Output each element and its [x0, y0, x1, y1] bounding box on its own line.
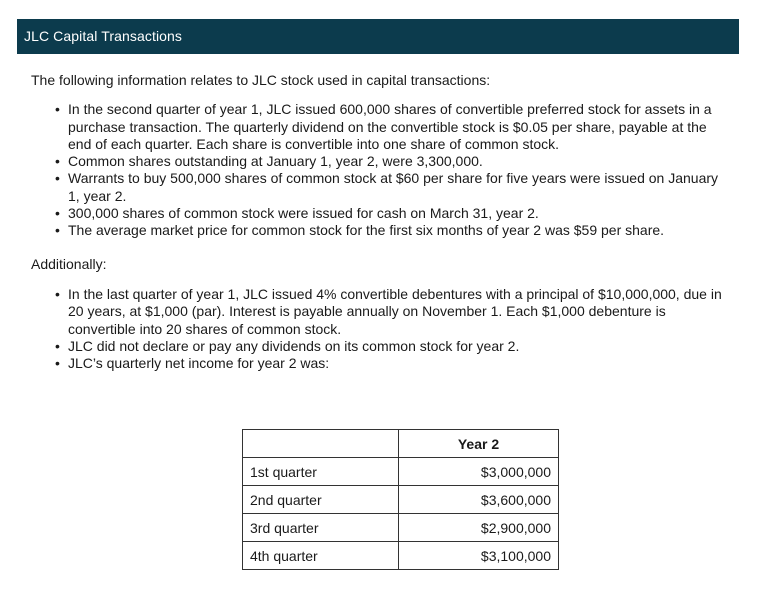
section2-bullet: • In the last quarter of year 1, JLC issued 4% convertible debentures with a principal of $10,000,000, due in 20 years, at $1,000 (par). Interest is payable annually on November 1. Each $1,000 debenture is convertible into 20 shares of common stock.	[68, 286, 731, 338]
page-title: JLC Capital Transactions	[17, 19, 739, 54]
quarter-label: 1st quarter	[243, 458, 399, 486]
section1-bullet: • The average market price for common stock for the first six months of year 2 was $59 per share.	[68, 222, 731, 239]
section2-bullet: • JLC’s quarterly net income for year 2 was:	[68, 355, 731, 372]
section1-bullet-list	[31, 101, 731, 239]
quarter-label: 4th quarter	[243, 542, 399, 570]
table-header-cell: Year 2	[399, 430, 559, 458]
income-value: $3,000,000	[399, 458, 559, 486]
table-row	[243, 458, 559, 486]
quarter-label: 2nd quarter	[243, 486, 399, 514]
section1-bullet: • In the second quarter of year 1, JLC issued 600,000 shares of convertible preferred stock for assets in a purchase transaction. The quarterly dividend on the convertible stock is $0.05 per share, payable at the end of each quarter. Each share is convertible into one share of common stock.	[68, 101, 731, 153]
section2-bullet: • JLC did not declare or pay any dividends on its common stock for year 2.	[68, 338, 731, 355]
section2-intro: Additionally:	[31, 255, 107, 272]
income-value: $2,900,000	[399, 514, 559, 542]
section1-intro: The following information relates to JLC stock used in capital transactions:	[31, 72, 491, 88]
income-value: $3,600,000	[399, 486, 559, 514]
table-row	[243, 542, 559, 570]
table-row	[243, 514, 559, 542]
table-header-cell	[243, 430, 399, 458]
quarter-label: 3rd quarter	[243, 514, 399, 542]
table-row	[243, 486, 559, 514]
section2-bullet-list	[31, 286, 731, 372]
section1-bullet: • 300,000 shares of common stock were issued for cash on March 31, year 2.	[68, 205, 731, 222]
content-body	[31, 72, 731, 372]
table-header-row	[243, 430, 559, 458]
quarterly-income-table	[242, 429, 559, 570]
section1-bullet: • Common shares outstanding at January 1, year 2, were 3,300,000.	[68, 153, 731, 170]
income-value: $3,100,000	[399, 542, 559, 570]
section1-bullet: • Warrants to buy 500,000 shares of common stock at $60 per share for five years were issued on January 1, year 2.	[68, 170, 731, 205]
